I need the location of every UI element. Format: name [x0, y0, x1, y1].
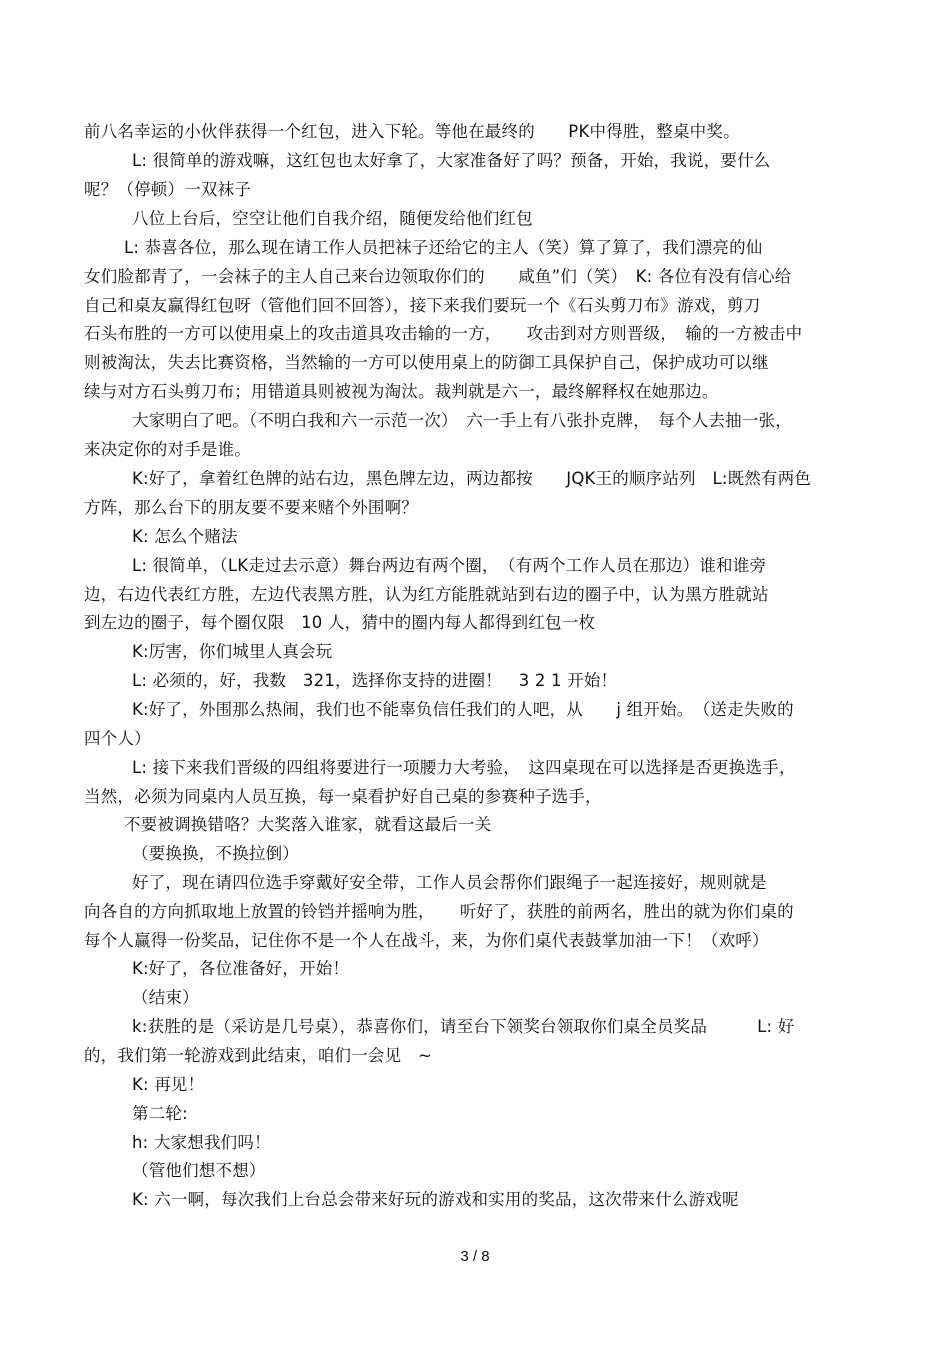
text-line: 自己和桌友赢得红包呀（管他们回不回答），接下来我们要玩一个《石头剪刀布》游戏，剪刀 [84, 296, 761, 315]
text-line: 呢？（停顿）一双袜子 [84, 180, 251, 199]
text-line: 的，我们第一轮游戏到此结束，咱们一会见 ~ [84, 1046, 433, 1065]
text-line: h: 大家想我们吗！ [132, 1133, 271, 1152]
text-line: L: 很简单的游戏嘛，这红包也太好拿了，大家准备好了吗？预备，开始，我说，要什么 [132, 151, 771, 170]
text-line: K:厉害，你们城里人真会玩 [132, 642, 333, 661]
text-line: 大家明白了吧。（不明白我和六一示范一次） 六一手上有八张扑克牌， 每个人去抽一张， [132, 411, 792, 430]
text-line: 到左边的圈子，每个圈仅限 10 人，猜中的圈内每人都得到红包一枚 [84, 613, 596, 632]
page-number: 3 / 8 [460, 1248, 490, 1265]
text-line: K: 怎么个赌法 [132, 527, 238, 546]
text-line: L: 接下来我们晋级的四组将要进行一项腰力大考验， 这四桌现在可以选择是否更换选手， [132, 758, 796, 777]
text-line: L: 恭喜各位，那么现在请工作人员把袜子还给它的主人（笑）算了算了，我们漂亮的仙 [124, 238, 763, 257]
text-line: 四个人） [84, 729, 151, 748]
text-line: L: 必须的，好，我数 321，选择你支持的进圈！ 3 2 1 开始！ [132, 671, 618, 690]
text-line: 向各自的方向抓取地上放置的铃铛并摇响为胜， 听好了，获胜的前两名，胜出的就为你们桌的 [84, 902, 794, 921]
text-line: k:获胜的是（采访是几号桌），恭喜你们，请至台下领奖台领取你们桌全员奖品 L: 好 [132, 1017, 795, 1036]
text-line: K:好了，各位准备好，开始！ [132, 959, 350, 978]
text-line: K: 六一啊，每次我们上台总会带来好玩的游戏和实用的奖品，这次带来什么游戏呢 [132, 1190, 739, 1209]
text-line: K: 再见！ [132, 1075, 205, 1094]
text-line: 边，右边代表红方胜，左边代表黑方胜，认为红方能胜就站到右边的圈子中，认为黑方胜就站 [84, 585, 769, 604]
text-line: K:好了，拿着红色牌的站右边，黑色牌左边，两边都按 JQK王的顺序站列 L:既然有两色 [132, 469, 812, 488]
text-line: 女们脸都青了，一会袜子的主人自己来台边领取你们的 咸鱼”们（笑） K: 各位有没有信心给 [84, 267, 792, 286]
text-line: 第二轮: [132, 1104, 188, 1123]
text-line: （要换换，不换拉倒） [132, 844, 299, 863]
text-line: 续与对方石头剪刀布；用错道具则被视为淘汰。裁判就是六一，最终解释权在她那边。 [84, 382, 719, 401]
text-line: 方阵，那么台下的朋友要不要来赌个外围啊？ [84, 498, 418, 517]
text-line: （管他们想不想） [132, 1161, 266, 1180]
text-line: 石头布胜的一方可以使用桌上的攻击道具攻击输的一方， 攻击到对方则晋级， 输的一方被击中 [84, 324, 803, 343]
text-line: 当然，必须为同桌内人员互换，每一桌看护好自己桌的参赛种子选手， [84, 787, 602, 806]
text-line: 不要被调换错咯？大奖落入谁家，就看这最后一关 [124, 815, 492, 834]
text-line: 八位上台后，空空让他们自我介绍，随便发给他们红包 [132, 209, 533, 228]
text-line: L: 很简单，（LK走过去示意）舞台两边有两个圈， （有两个工作人员在那边）谁和谁旁 [132, 556, 767, 575]
text-line: 每个人赢得一份奖品，记住你不是一个人在战斗，来，为你们桌代表鼓掌加油一下！（欢呼） [84, 931, 769, 950]
text-line: 来决定你的对手是谁。 [84, 440, 251, 459]
text-line: （结束） [132, 988, 199, 1007]
text-line: 好了，现在请四位选手穿戴好安全带，工作人员会帮你们跟绳子一起连接好，规则就是 [132, 873, 767, 892]
text-line: K:好了，外围那么热闹，我们也不能辜负信任我们的人吧，从 j 组开始。 （送走失败的 [132, 700, 794, 719]
text-line: 则被淘汰，失去比赛资格，当然输的一方可以使用桌上的防御工具保护自己，保护成功可以继 [84, 353, 769, 372]
text-line: 前八名幸运的小伙伴获得一个红包，进入下轮。等他在最终的 PK中得胜，整桌中奖。 [84, 122, 740, 141]
